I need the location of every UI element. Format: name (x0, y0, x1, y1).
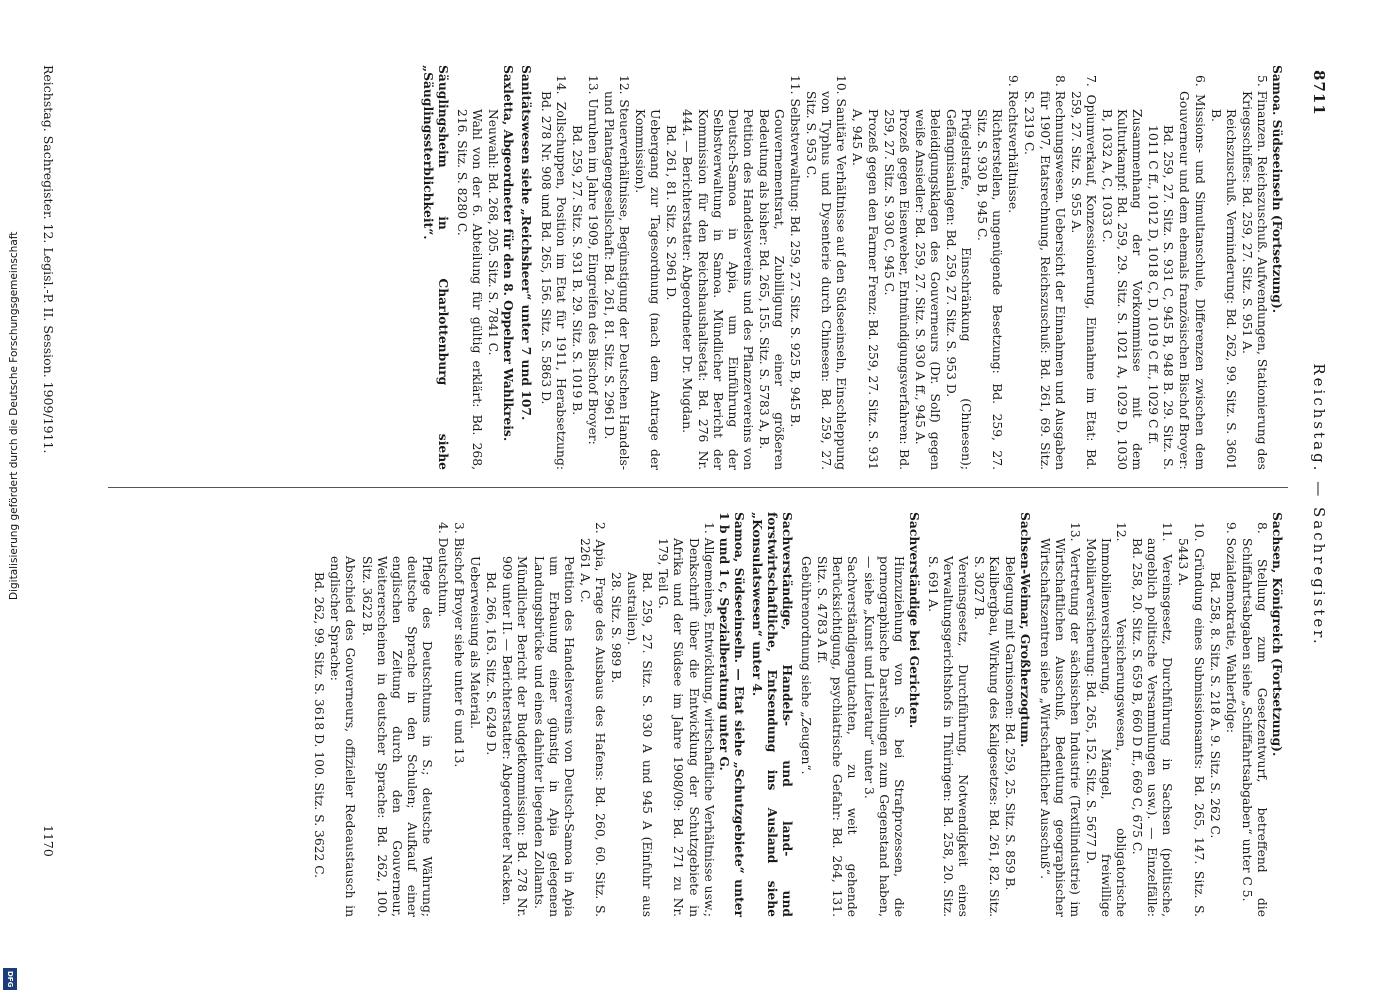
index-entry: 6. Missions- und Simultanschule, Differenzen zwischen dem Gouverneur und dem ehemals französischen Bischof Broyer: (1177, 75, 1207, 470)
page-number: 8711 (1310, 70, 1328, 116)
index-entry: 10. Sanitäre Verhältnisse auf den Südseeinseln, Einschleppung von Typhus und Dysenterie durch Chinesen: Bd. 259, 27. Sitz. S. 953 C. (804, 75, 849, 470)
index-entry: Hinzuziehung von S. bei Strafprozessen, die pornographische Darstellungen zum Gegenstand haben, — siehe „Kunst und Literatur“ unter 3. (861, 556, 906, 917)
page-header (1302, 70, 1328, 940)
index-entry: 5. Finanzen. Reichszuschuß. Aufwendungen, Stationierung des Kriegsschiffes: Bd. 259, 27. Sitz. S. 951 A. (1239, 75, 1269, 470)
index-heading: Samoa, Südseeinseln. — Etat siehe „Schutzgebiete“ unter 1 b und 1 c, Spezialberatung unter G. (716, 512, 747, 917)
index-entry: 8. Stellung zum Gesetzentwurf, betreffend die Schiffahrtsabgaben siehe „Schiffahrtsabgaben“ unter C 5. (1239, 522, 1269, 917)
index-heading: Sachsen-Weimar, Großherzogtum. (1018, 512, 1034, 748)
folio-number: 1170 (41, 825, 56, 857)
index-entry: Vereinsgesetz, Durchführung, Notwendigkeit eines Verwaltungsgerichtshofs in Thüringen: Bd. 258, 20. Sitz. S. 691 A. (925, 556, 971, 917)
index-entry: 1. Allgemeines, Entwicklung, wirtschaftliche Verhältnisse usw.; Denkschrift über die Entwicklung der Schutzgebiete in Afrika und der Südsee im Jahre 1908/09: Bd. 271 zu Nr. 179, Teil G. (656, 522, 716, 917)
index-entry: 13. Unruhen im Jahre 1909, Eingreifen des Bischof Broyer: (585, 75, 600, 445)
index-entry: Prozeß gegen Eisenweber, Entmündigungsverfahren: Bd. 259, 27. Sitz. S. 930 C, 945 C. (881, 109, 911, 470)
index-entry: Wahl von der 6. Abteilung für gültig erklärt: Bd. 268, 216. Sitz. S. 8280 C. (455, 109, 485, 470)
digitization-note: Digitalisierung gefördert durch die Deutsche Forschungsgemeinschaft (8, 231, 20, 600)
index-entry: Sachverständigengutachten, zu weit gehende Berücksichtigung, psychiatrische Gefahr: Bd. 264, 131. Sitz. S. 4783 A ff. (815, 556, 860, 917)
index-entry: 7. Opiumverkauf, Konzessionierung, Einnahme im Etat: Bd. 259, 27. Sitz. S. 955 A. (1068, 75, 1098, 470)
left-column (420, 65, 1288, 470)
index-entry: Bd. 258, 8. Sitz. S. 218 A. 9. Sitz. S. 262 C. (1207, 572, 1222, 839)
index-entry: Kalibergbau, Wirkung des Kaligesetzes: Bd. 261, 82. Sitz. S. 3027 B. (972, 556, 1002, 917)
dfg-logo: DFG (3, 968, 17, 990)
index-entry: 9. Sozialdemokratie, Wahlerfolge: (1223, 522, 1238, 734)
index-entry: 3. Bischof Broyer siehe unter 6 und 13. (452, 522, 467, 768)
index-entry: Belegung mit Garnisonen: Bd. 259, 25. Sitz. S. 859 B. (1003, 556, 1018, 891)
index-entry: Bd. 266, 163. Sitz. S. 6249 D. (484, 572, 499, 756)
index-entry: Neuwahl: Bd. 268, 205. Sitz. S. 7841 C. (486, 109, 501, 356)
index-entry: 12. Steuerverhältnisse, Begünstigung der Deutschen Handels- und Plantagengesellschaft: Bd. 261, 81. Sitz. S. 2961 D. (601, 75, 632, 470)
index-entry: Zusammenhang der Vorkommnisse mit dem Kulturkampf: Bd. 259, 29. Sitz. S. 1021 A, 1029 D, 1030 B, 1032 A, C, 1033 C. (1099, 109, 1145, 470)
index-entry: Abschied des Gouverneurs, offizieller Redeaustausch in englischer Sprache: (328, 556, 358, 917)
index-entry: Uebergang zur Tagesordnung (nach dem Antrage der Kommission). (633, 109, 663, 470)
index-heading: Sachsen, Königreich (Fortsetzung). (1270, 512, 1285, 757)
index-entry: Prozeß gegen den Farmer Frenz: Bd. 259, 27. Sitz. S. 931 A, 945 A. (850, 109, 880, 470)
index-entry: Petition des Handelsvereins und des Pflanzervereins von Deutsch-Samoa in Apia, um Einführung der Selbstverwaltung in Samoa. Mündlicher Bericht der Kommission für den Reichshaushaltsetat: Bd. 276 Nr. 444. — Berichterstatter: Abgeordneter Dr. Mugdan. (680, 109, 755, 470)
running-title: Reichstag. — Sachregister. (1310, 363, 1328, 647)
index-entry: Pflege des Deutschtums in S.; deutsche Währung; deutsche Sprache in den Schulen; Aufkauf einer englischen Zeitung durch den Gouverneur, Weitererscheinen in deutscher Sprache: Bd. 262, 100. Sitz. 3622 B. (359, 556, 434, 917)
index-entry: 14. Zollschuppen, Position im Etat für 1911, Herabsetzung: Bd. 278 Nr. 908 und Bd. 265, 156. Sitz. S. 5863 D. (538, 75, 568, 470)
index-entry: Gebührenordnung siehe „Zeugen“. (799, 556, 814, 775)
index-entry: Bd. 259, 27. Sitz. S. 931 C, 945 B, 948 B. 29. Sitz. S. 1011 C ff., 1012 D, 1018 C, D, 1019 C ff., 1029 C ff. (1146, 125, 1176, 470)
index-entry: 4. Deutschtum. (436, 522, 451, 618)
index-entry: 2. Apia, Frage des Ausbaus des Hafens: Bd. 260, 60. Sitz. S. 2261 A, C. (577, 522, 607, 917)
right-column (310, 512, 1288, 917)
index-entry: Bd. 259, 27. Sitz. S. 930 A und 945 A (Einfuhr aus Australien). (625, 572, 655, 917)
index-heading: Säuglingsheim in Charlottenburg siehe „Säuglingssterblichkeit“. (420, 65, 452, 470)
index-entry: Beleidigungsklagen des Gouverneurs (Dr. Solf) gegen weiße Ansiedler: Bd. 259, 27. Sitz. S. 930 A ff., 945 A. (912, 109, 942, 470)
column-divider (108, 487, 1288, 488)
index-entry: Bd. 262, 99. Sitz. S. 3618 D. 100. Sitz. S. 3622 C. (312, 572, 327, 879)
index-heading: Sachverständige bei Gerichten. (906, 512, 922, 729)
index-entry: Gouvernementsrat, Zubilligung einer größeren Bedeutung als bisher: Bd. 265, 155. Sitz. S. 5783 A, B. (756, 109, 786, 470)
index-entry: Prügelstrafe, Einschränkung (Chinesen); Gefängnisanlagen: Bd. 259, 27. Sitz. S. 953 D. (944, 109, 974, 470)
index-entry: Mündlicher Bericht der Budgetkommission: Bd. 278 Nr. 909 unter II. — Berichterstatter: Abgeordneter Nacken. (500, 556, 530, 917)
index-entry: 13. Vertretung der sächsischen Industrie (Textilindustrie) im Wirtschaftlichen Ausschuß, Bedeutung geographischer Wirtschaftszentren siehe „Wirtschaftlicher Ausschuß“. (1037, 522, 1082, 917)
index-entry: 11. Vereinsgesetz, Durchführung in Sachsen (politische, angeblich politische Versammlungen usw.). — Einzelfälle: Bd. 258, 20. Sitz. S. 659 B, 660 D ff., 669 C, 675 C. (1130, 522, 1175, 917)
index-entry: 8. Rechnungswesen. Uebersicht der Einnahmen und Ausgaben für 1907, Etatsrechnung, Reichszuschuß: Bd. 261, 69. Sitz. S. 2319 C. (1022, 75, 1067, 470)
index-entry: Bd. 261, 81. Sitz. S. 2961 D. (664, 125, 679, 301)
index-heading: Sachverständige, Handels- und land- und forstwirtschaftliche, Entsendung ins Ausland siehe „Konsulatswesen“ unter 4. (749, 512, 796, 917)
index-heading: Samoa. Südseeinseln (Fortsetzung). (1270, 65, 1285, 314)
index-entry: 12. Versicherungswesen, obligatorische Immobilienversicherung, Mängel, freiwillige Mobiliarversicherung: Bd. 265, 152. Sitz. S. 5677 D. (1083, 522, 1129, 917)
index-heading: Sanitätswesen siehe „Reichsheer“ unter 7 und 107. (519, 65, 535, 421)
index-entry: Petition des Handelsvereins von Deutsch-Samoa in Apia um Erbauung einer günstig in Apia gelegenen Landungsbrücke und eines dahinter liegenden Zollamts. (531, 556, 576, 917)
index-entry: 11. Selbstverwaltung: Bd. 259, 27. Sitz. S. 925 B, 945 B. (788, 75, 803, 428)
index-entry: 9. Rechtsverhältnisse. (1006, 75, 1021, 214)
index-entry: Richterstellen, ungenügende Besetzung: Bd. 259, 27. Sitz. S. 930 B, 945 C. (975, 109, 1005, 470)
index-entry: Reichszuschuß. Verminderung: Bd. 262, 99. Sitz. S. 3601 B. (1208, 109, 1238, 470)
index-entry: Bd. 259, 27. Sitz. S. 931 B. 29. Sitz. S. 1019 B. (569, 125, 584, 416)
index-entry: 10. Gründung eines Submissionsamts: Bd. 265, 147. Sitz. S. 5443 A. (1176, 522, 1206, 917)
footer-note: Reichstag. Sachregister. 12. Legisl.-P. II. Session. 1909/1911. (41, 65, 56, 454)
index-heading: Saxletta, Abgeordneter für den 8. Oppelner Wahlkreis. (501, 65, 517, 442)
index-entry: 28. Sitz. S. 989 B. (609, 572, 624, 684)
page-footer (38, 65, 56, 940)
index-entry: Ueberweisung als Material. (468, 556, 483, 729)
